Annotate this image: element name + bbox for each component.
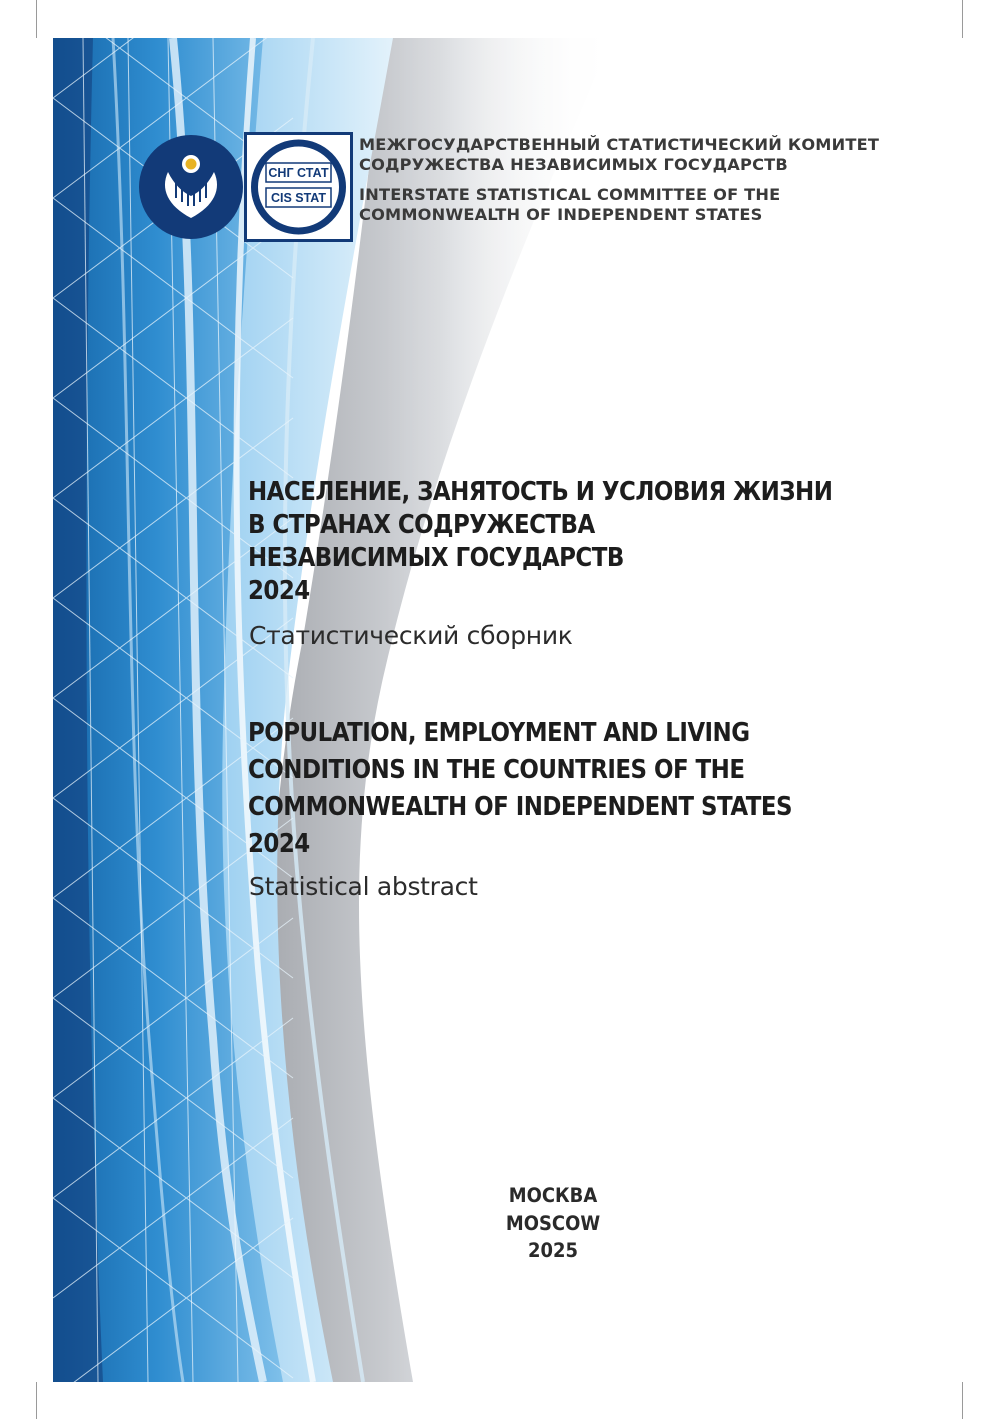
title-english bbox=[248, 715, 792, 863]
crop-mark-bottom-left-vertical bbox=[36, 1382, 37, 1419]
org-name-en-line2: COMMONWEALTH OF INDEPENDENT STATES bbox=[359, 205, 763, 224]
imprint-city-en: MOSCOW bbox=[505, 1211, 601, 1235]
cisstat-logo-ru-text: СНГ СТАТ bbox=[268, 166, 329, 180]
crop-mark-top-right-vertical bbox=[962, 0, 963, 38]
crop-mark-top-left-vertical bbox=[36, 0, 37, 38]
title-en-line2: CONDITIONS IN THE COUNTRIES OF THE bbox=[248, 755, 745, 785]
organization-name bbox=[359, 135, 919, 225]
crop-mark-bottom-right-vertical bbox=[962, 1382, 963, 1419]
title-ru-year: 2024 bbox=[248, 576, 310, 606]
title-en-line1: POPULATION, EMPLOYMENT AND LIVING bbox=[248, 718, 750, 748]
title-russian bbox=[248, 476, 833, 608]
title-ru-line3: НЕЗАВИСИМЫХ ГОСУДАРСТВ bbox=[248, 543, 624, 573]
cover-page bbox=[53, 38, 948, 1382]
title-en-line3: COMMONWEALTH OF INDEPENDENT STATES bbox=[248, 792, 792, 822]
org-name-ru-line1: МЕЖГОСУДАРСТВЕННЫЙ СТАТИСТИЧЕСКИЙ КОМИТЕТ bbox=[359, 135, 880, 154]
imprint-year: 2025 bbox=[528, 1239, 578, 1262]
title-en-year: 2024 bbox=[248, 829, 310, 859]
imprint bbox=[415, 1182, 691, 1265]
imprint-city-ru: МОСКВА bbox=[508, 1184, 598, 1207]
title-ru-line1: НАСЕЛЕНИЕ, ЗАНЯТОСТЬ И УСЛОВИЯ ЖИЗНИ bbox=[248, 477, 833, 507]
org-name-ru-line2: СОДРУЖЕСТВА НЕЗАВИСИМЫХ ГОСУДАРСТВ bbox=[359, 155, 788, 174]
subtitle-russian: Статистический сборник bbox=[249, 621, 573, 650]
org-name-en-line1: INTERSTATE STATISTICAL COMMITTEE OF THE bbox=[359, 185, 781, 204]
subtitle-english: Statistical abstract bbox=[249, 872, 478, 901]
title-ru-line2: В СТРАНАХ СОДРУЖЕСТВА bbox=[248, 510, 595, 540]
cis-emblem-icon bbox=[138, 134, 244, 240]
cisstat-logo-en-text: CIS STAT bbox=[270, 191, 327, 205]
cisstat-logo-icon bbox=[244, 132, 353, 242]
